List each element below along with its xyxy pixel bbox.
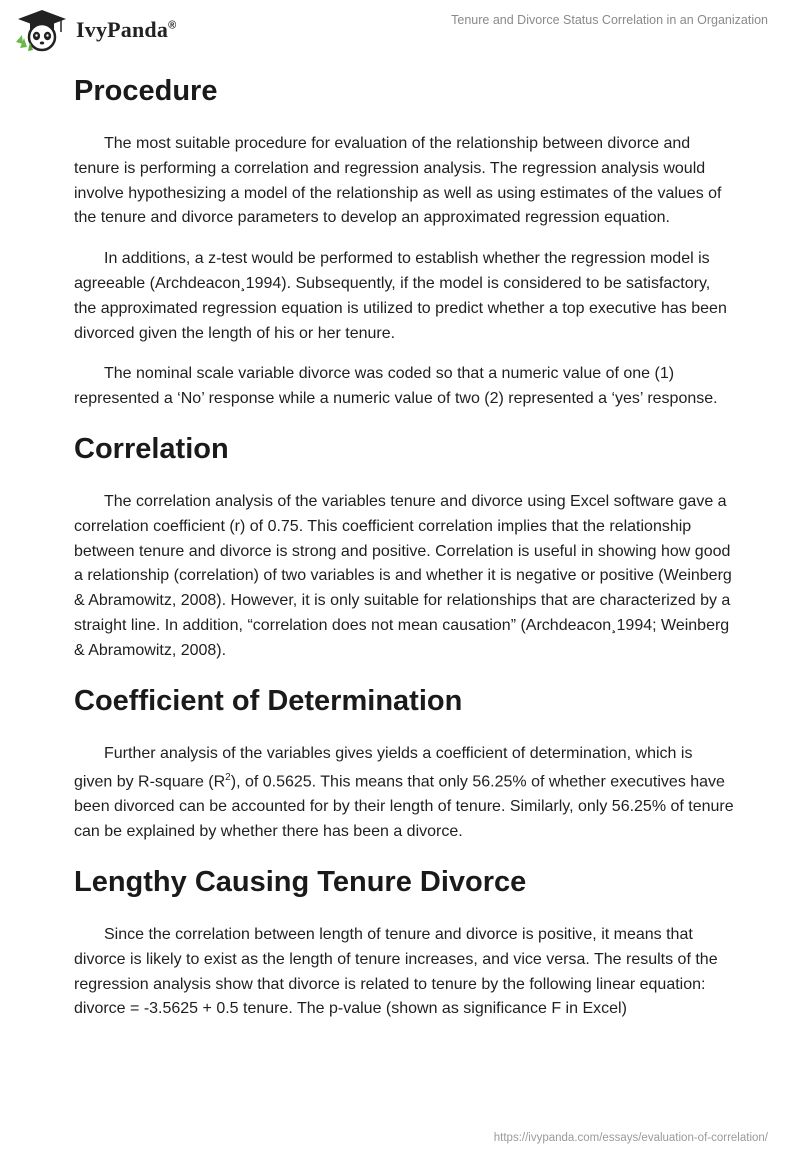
paragraph: In additions, a z-test would be performed to establish whether the regression model is agreeable (Archdeacon¸1994). Subsequently, if the model is considered to be satisfactory, the approximated regression equation is utilized to predict whether a top executive has been divorced given the length of his or her tenure.	[74, 250, 727, 342]
section-procedure	[74, 68, 734, 412]
section-determination	[74, 678, 734, 846]
source-url[interactable]: https://ivypanda.com/essays/evaluation-of-correlation/	[493, 1132, 768, 1144]
ivypanda-logo[interactable]	[14, 8, 176, 52]
section-heading: Procedure	[74, 75, 218, 107]
paragraph: The most suitable procedure for evaluation of the relationship between divorce and tenure is performing a correlation and regression analysis. The regression analysis would involve hypothesizing a model of the relationship as well as using estimates of the values of the tenure and divorce parameters to develop an approximated regression equation.	[74, 135, 722, 227]
article-body	[74, 68, 734, 1022]
section-heading: Correlation	[74, 432, 229, 465]
section-heading: Lengthy Causing Tenure Divorce	[74, 866, 527, 899]
section-lengthy	[74, 859, 734, 1022]
paragraph: Since the correlation between length of tenure and divorce is positive, it means that divorce is likely to exist as the length of tenure increases, and vice versa. The results of the regression analysis show that divorce is related to tenure by the following linear equation: divorce = -3.5625 + 0.5 tenure. The p-value (shown as significance F in Excel)	[74, 926, 718, 1018]
paragraph: Further analysis of the variables gives yields a coefficient of determination, which is given by R-square $(R^2)$, of 0.5625. This means that only 56.25% of whether executives have been divorced can be accounted for by their length of tenure. Similarly, only 56.25% of tenure can be explained by whether there has been a divorce.	[74, 744, 734, 841]
section-heading: Coefficient of Determination	[74, 684, 463, 717]
paragraph: The nominal scale variable divorce was coded so that a numeric value of one (1) represented a ‘No’ response while a numeric value of two (2) represented a ‘yes’ response.	[74, 365, 718, 408]
superscript: 2	[225, 772, 231, 784]
page-header	[0, 0, 800, 60]
panda-mascot-icon	[14, 8, 70, 52]
paragraph: The correlation analysis of the variables tenure and divorce using Excel software gave a correlation coefficient (r) of 0.75. This coefficient correlation implies that the relationship between tenure and divorce is strong and positive. Correlation is useful in showing how good a relationship (correlation) of two variables is and whether it is negative or positive (Weinberg & Abramowitz, 2008). However, it is only suitable for relationships that are characterized by a straight line. In addition, “correlation does not mean causation” (Archdeacon¸1994; Weinberg & Abramowitz, 2008).	[74, 492, 732, 659]
section-correlation	[74, 426, 734, 664]
brand-name: IvyPanda®	[76, 17, 177, 42]
document-title: Tenure and Divorce Status Correlation in an Organization	[451, 13, 768, 27]
